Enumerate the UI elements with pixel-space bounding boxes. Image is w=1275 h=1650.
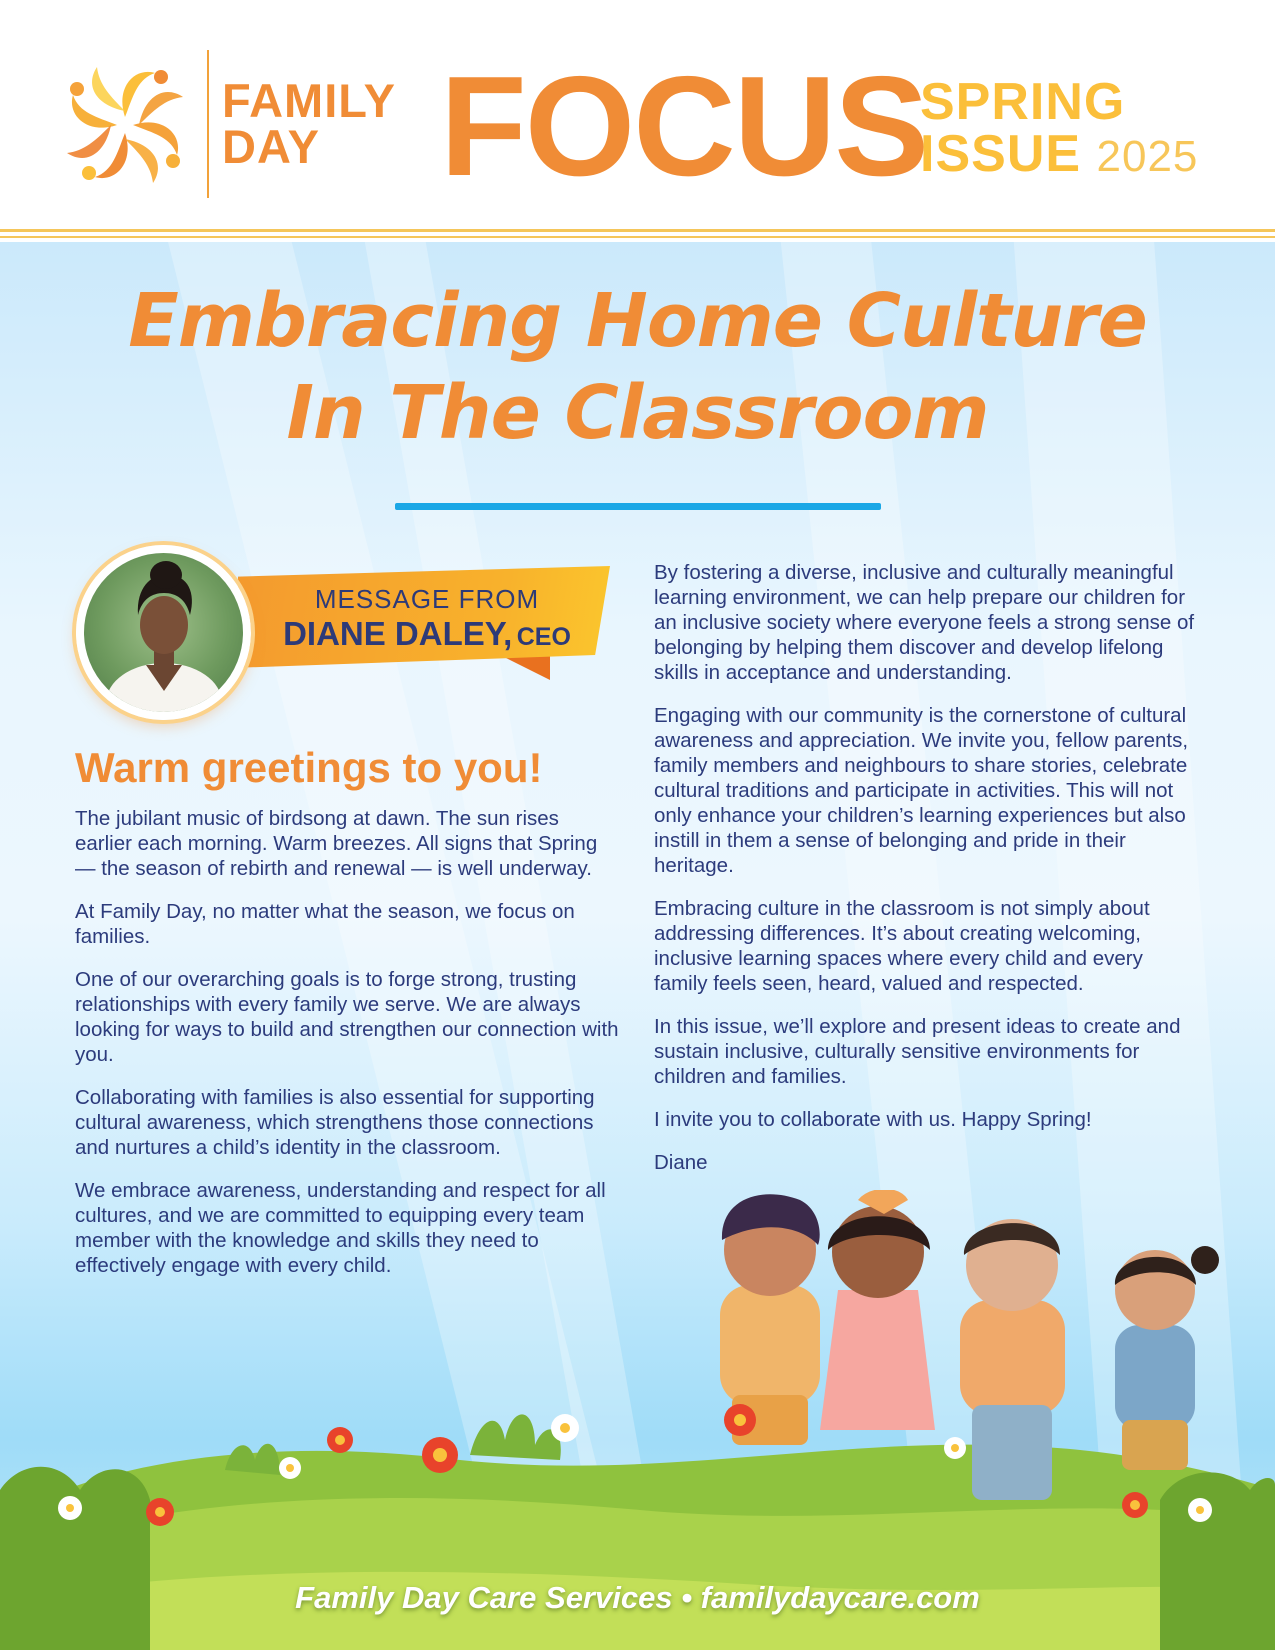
letter-paragraph: By fostering a diverse, inclusive and culturally meaningful learning environment, we can help prepare our children for an inclusive society where everyone feels a strong sense of belonging by helping them discover and develop lifelong skills in acceptance and understanding. — [654, 561, 1195, 684]
issue-year: 2025 — [1096, 132, 1199, 181]
flower-icon — [944, 1437, 966, 1459]
masthead — [0, 0, 1275, 230]
logo-line-family: FAMILY — [222, 74, 397, 127]
letter-column-right — [654, 560, 1199, 1193]
issue-word: ISSUE — [920, 125, 1082, 183]
headline-line-1: Embracing Home Culture — [128, 278, 1147, 364]
issue-label — [920, 73, 1199, 183]
flower-icon — [279, 1457, 301, 1479]
kid-figure — [820, 1190, 935, 1430]
kid-figure — [960, 1219, 1065, 1500]
footer-credit: Family Day Care Services • familydaycare.com — [295, 1580, 980, 1615]
flower-icon — [551, 1414, 579, 1442]
flower-icon — [146, 1498, 174, 1526]
headline-line-2: In The Classroom — [286, 370, 989, 456]
logo-wordmark — [222, 74, 397, 173]
logo-line-day: DAY — [222, 120, 320, 173]
letter-paragraph: The jubilant music of birdsong at dawn. The sun rises earlier each morning. Warm breezes. All signs that Spring — the season of rebirth and renewal — is well underway. — [75, 807, 598, 880]
headline — [60, 275, 1215, 459]
letter-paragraph: Engaging with our community is the cornerstone of cultural awareness and appreciation. We invite you, fellow parents, family members and neighbours to share stories, celebrate cultural traditions and participate in activities. This will not only enhance your children’s learning experiences but also instill in them a sense of belonging and pride in their heritage. — [654, 704, 1189, 877]
letter-signature: Diane — [654, 1151, 708, 1174]
letter-paragraph: Embracing culture in the classroom is not simply about addressing differences. It’s about creating welcoming, inclusive learning spaces where every child and every family feels seen, heard, valued and respected. — [654, 897, 1150, 995]
issue-season: SPRING — [920, 73, 1126, 131]
flower-icon — [724, 1404, 756, 1436]
family-day-logo-icon — [58, 58, 192, 192]
letter-paragraph: At Family Day, no matter what the season, we focus on families. — [75, 900, 575, 948]
kid-figure — [1115, 1246, 1219, 1470]
flower-icon — [1188, 1498, 1212, 1522]
ceo-name: DIANE DALEY, — [283, 615, 513, 652]
portrait-silhouette-icon — [84, 553, 243, 712]
message-from-label: MESSAGE FROM — [314, 584, 540, 614]
headline-underline — [395, 503, 881, 510]
flower-icon — [1122, 1492, 1148, 1518]
letter-paragraph: I invite you to collaborate with us. Happy Spring! — [654, 1108, 1092, 1131]
letter-paragraph: Collaborating with families is also essential for supporting cultural awareness, which strengthens those connections and nurtures a child’s identity in the classroom. — [75, 1086, 595, 1159]
letter-paragraph: In this issue, we’ll explore and present ideas to create and sustain inclusive, culturally sensitive environments for children and families. — [654, 1015, 1181, 1088]
newsletter-title: FOCUS — [440, 47, 927, 206]
header-rule-bottom — [0, 236, 1275, 238]
letter-paragraph: One of our overarching goals is to forge strong, trusting relationships with every family we serve. We are always looking for ways to build and strengthen our connection with you. — [75, 968, 619, 1066]
ceo-message-label — [262, 584, 592, 654]
ceo-portrait — [76, 545, 251, 720]
issue-number-line — [920, 125, 1199, 183]
ceo-title: CEO — [516, 623, 571, 651]
letter-paragraph: We embrace awareness, understanding and respect for all cultures, and we are committed to equipping every team member with the knowledge and skills they need to effectively engage with every child. — [75, 1179, 606, 1277]
logo-divider — [207, 50, 209, 198]
header-rule-top — [0, 229, 1275, 232]
flower-icon — [58, 1496, 82, 1520]
greeting-heading: Warm greetings to you! — [75, 744, 543, 791]
flower-icon — [327, 1427, 353, 1453]
flower-icon — [422, 1437, 458, 1473]
